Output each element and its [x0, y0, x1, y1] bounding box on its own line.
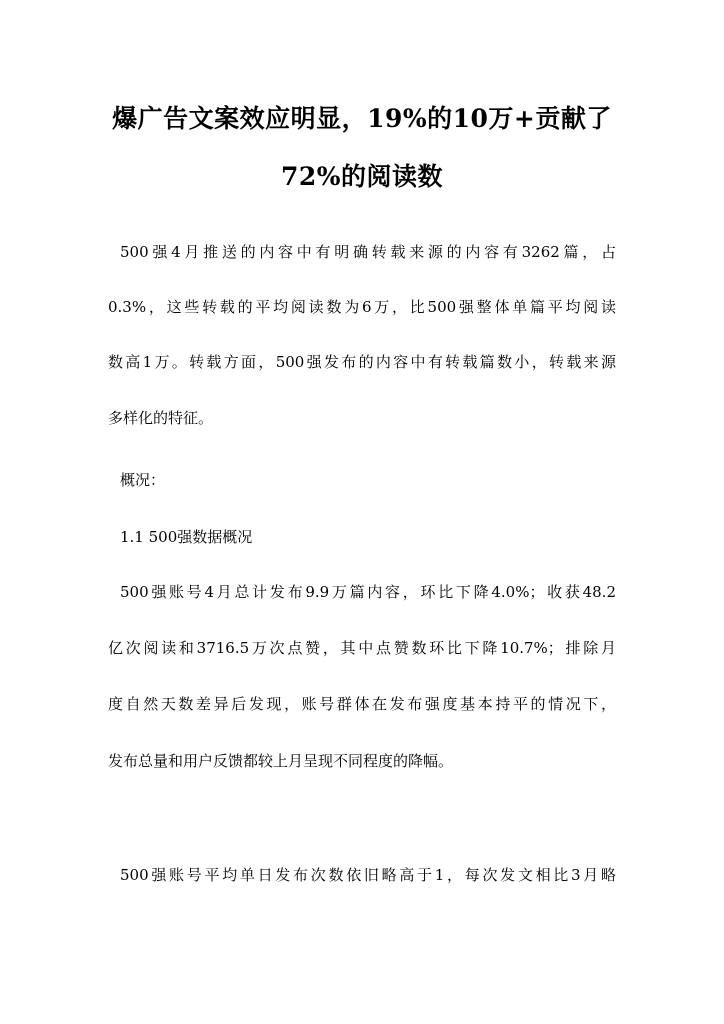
document-title-line-2: 72%的阅读数	[280, 162, 444, 191]
paragraph-4-line-1: 500强账号4月总计发布9.9万篇内容，环比下降4.0%；收获48.2	[120, 583, 616, 601]
document-title-line-1: 爆广告文案效应明显，19%的10万+贡献了	[112, 104, 612, 133]
overview-heading: 概况：	[120, 471, 166, 489]
paragraph-4-line-2: 亿次阅读和3716.5万次点赞，其中点赞数环比下降10.7%；排除月	[108, 639, 616, 657]
paragraph-4-line-4: 发布总量和用户反馈都较上月呈现不同程度的降幅。	[108, 752, 454, 770]
paragraph-1-line-3: 数高1万。转载方面，500强发布的内容中有转载篇数小，转载来源	[108, 353, 616, 371]
paragraph-5-line-1: 500强账号平均单日发布次数依旧略高于1，每次发文相比3月略	[120, 866, 616, 884]
paragraph-1-line-1: 500强4月推送的内容中有明确转载来源的内容有3262篇，占	[120, 243, 616, 261]
paragraph-4-line-3: 度自然天数差异后发现，账号群体在发布强度基本持平的情况下，	[108, 695, 616, 713]
paragraph-1-line-4: 多样化的特征。	[108, 409, 214, 427]
paragraph-1-line-2: 0.3%，这些转载的平均阅读数为6万，比500强整体单篇平均阅读	[108, 298, 616, 316]
section-heading-1-1: 1.1 500强数据概况	[120, 528, 253, 546]
